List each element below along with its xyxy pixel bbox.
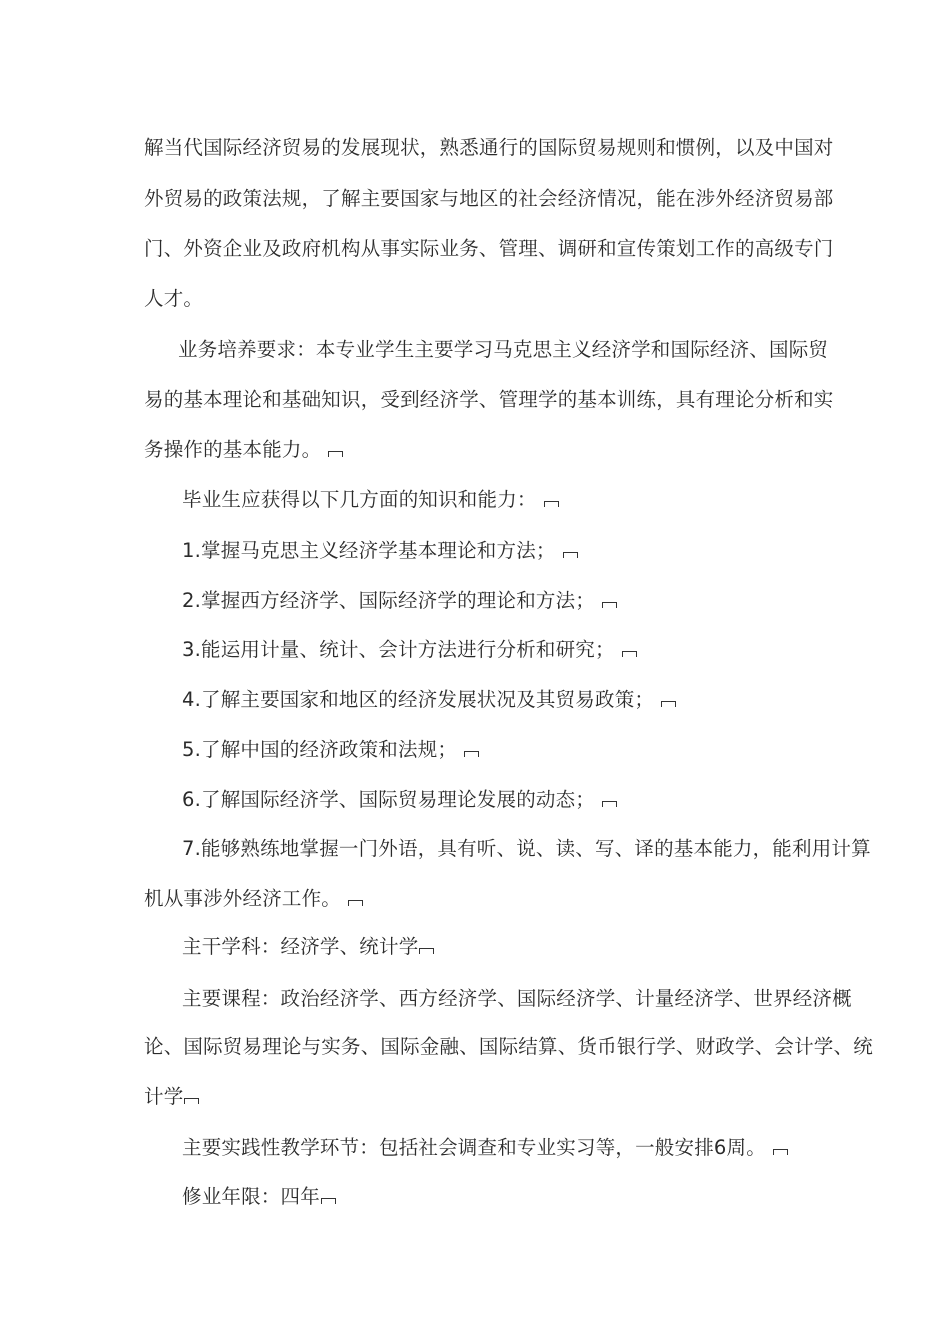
text-line: 解当代国际经济贸易的发展现状，熟悉通行的国际贸易规则和惯例，以及中国对 <box>144 136 834 159</box>
text-line: 业务培养要求：本专业学生主要学习马克思主义经济学和国际经济、国际贸 <box>178 338 829 361</box>
paragraph-mark-icon <box>772 1146 789 1156</box>
text-line: 论、国际贸易理论与实务、国际金融、国际结算、货币银行学、财政学、会计学、统 <box>144 1035 873 1058</box>
paragraph-mark-icon <box>463 748 480 758</box>
list-item: 7.能够熟练地掌握一门外语，具有听、说、读、写、译的基本能力，能利用计算 <box>182 837 871 860</box>
list-item-text: 5.了解中国的经济政策和法规； <box>182 738 458 761</box>
text-line: 人才。 <box>144 287 204 310</box>
paragraph-mark-icon <box>327 448 344 458</box>
paragraph-mark-icon <box>621 648 638 658</box>
paragraph-mark-icon <box>601 599 618 609</box>
list-item-text: 3.能运用计量、统计、会计方法进行分析和研究； <box>182 638 615 661</box>
paragraph-mark-icon <box>562 549 579 559</box>
text-line: 门、外资企业及政府机构从事实际业务、管理、调研和宣传策划工作的高级专门 <box>144 237 834 260</box>
paragraph-mark-icon <box>660 698 677 708</box>
paragraph-mark-icon <box>320 1195 337 1205</box>
paragraph-mark-icon <box>347 897 364 907</box>
text-line-content: 务操作的基本能力。 <box>144 438 322 461</box>
text-line-content: 主要实践性教学环节：包括社会调查和专业实习等，一般安排6周。 <box>182 1136 766 1159</box>
list-item <box>182 587 852 615</box>
list-item <box>182 736 852 764</box>
text-line <box>144 885 814 913</box>
text-line <box>144 1083 814 1111</box>
list-item-text: 1.掌握马克思主义经济学基本理论和方法； <box>182 539 556 562</box>
text-line-content: 主干学科：经济学、统计学 <box>182 935 419 958</box>
text-line <box>182 1183 852 1211</box>
list-item-text: 4.了解主要国家和地区的经济发展状况及其贸易政策； <box>182 688 655 711</box>
paragraph-mark-icon <box>418 945 435 955</box>
text-line <box>182 486 852 514</box>
paragraph-mark-icon <box>601 798 618 808</box>
list-item-text: 2.掌握西方经济学、国际经济学的理论和方法； <box>182 589 596 612</box>
text-line <box>182 1134 852 1162</box>
list-item-text: 6.了解国际经济学、国际贸易理论发展的动态； <box>182 788 596 811</box>
text-line-content: 计学 <box>144 1085 184 1108</box>
text-line: 主要课程：政治经济学、西方经济学、国际经济学、计量经济学、世界经济概 <box>182 987 852 1010</box>
text-line <box>144 436 814 464</box>
paragraph-mark-icon <box>543 498 560 508</box>
text-line-content: 机从事涉外经济工作。 <box>144 887 342 910</box>
text-line <box>182 933 852 961</box>
text-line: 易的基本理论和基础知识，受到经济学、管理学的基本训练，具有理论分析和实 <box>144 388 834 411</box>
text-line-content: 修业年限：四年 <box>182 1185 320 1208</box>
list-item <box>182 537 852 565</box>
text-line: 外贸易的政策法规，了解主要国家与地区的社会经济情况，能在涉外经济贸易部 <box>144 187 834 210</box>
list-item <box>182 686 852 714</box>
list-item <box>182 786 852 814</box>
paragraph-mark-icon <box>183 1095 200 1105</box>
text-line-content: 毕业生应获得以下几方面的知识和能力： <box>182 488 537 511</box>
list-item <box>182 636 852 664</box>
